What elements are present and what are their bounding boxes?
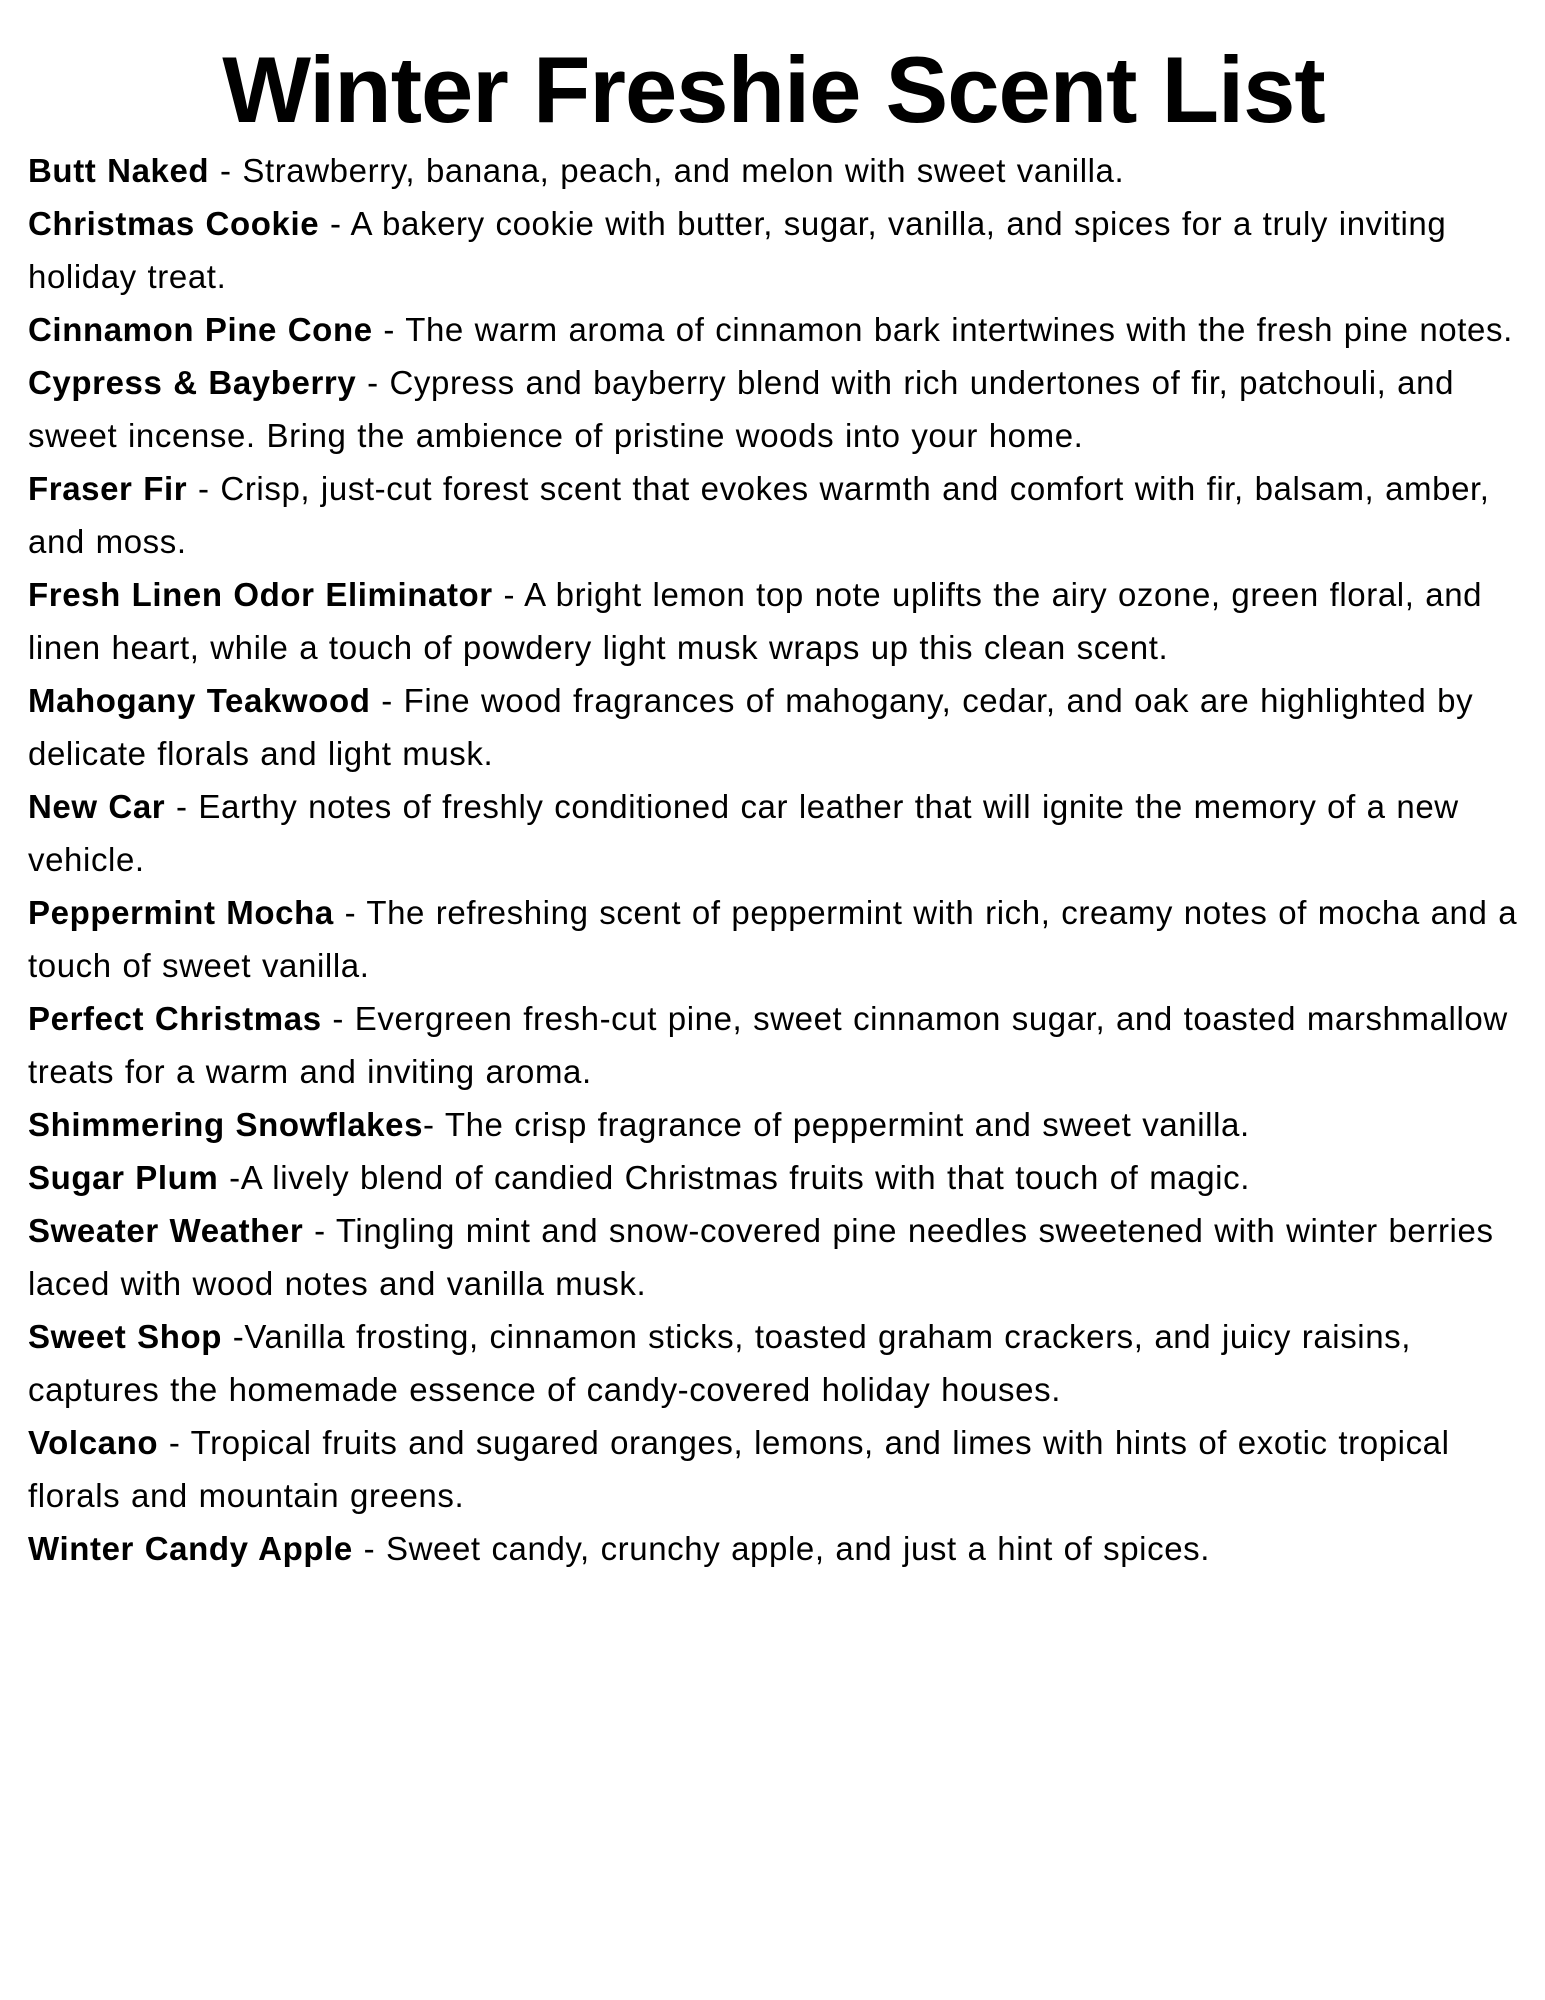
- scent-name: Peppermint Mocha: [28, 893, 334, 931]
- scent-description: The refreshing scent of peppermint with rich, creamy notes of mocha and a touch of sweet vanilla.: [28, 893, 1518, 984]
- scent-separator: -: [222, 1317, 245, 1355]
- scent-name: Sweet Shop: [28, 1317, 223, 1355]
- scent-name: Winter Candy Apple: [28, 1529, 353, 1567]
- scent-name: Sweater Weather: [28, 1211, 304, 1249]
- scent-description: Tingling mint and snow-covered pine needles sweetened with winter berries laced with wood notes and vanilla musk.: [28, 1211, 1494, 1302]
- scent-item: [28, 144, 1519, 197]
- scent-description: A bright lemon top note uplifts the airy ozone, green floral, and linen heart, while a touch of powdery light musk wraps up this clean scent.: [28, 575, 1483, 666]
- scent-name: Cinnamon Pine Cone: [28, 310, 373, 348]
- scent-item: [28, 1098, 1519, 1151]
- scent-separator: -: [423, 1105, 445, 1143]
- scent-separator: -: [303, 1211, 336, 1249]
- scent-description: Fine wood fragrances of mahogany, cedar, and oak are highlighted by delicate florals and light musk.: [28, 681, 1474, 772]
- scent-separator: -: [321, 999, 355, 1037]
- page-title: Winter Freshie Scent List: [222, 37, 1325, 142]
- scent-item: [28, 197, 1519, 303]
- scent-name: Volcano: [28, 1423, 159, 1461]
- scent-name: Butt Naked: [28, 151, 210, 189]
- scent-item: [28, 1416, 1519, 1522]
- scent-separator: -: [492, 575, 525, 613]
- scent-description: Strawberry, banana, peach, and melon with sweet vanilla.: [242, 151, 1125, 189]
- scent-item: [28, 886, 1519, 992]
- scent-separator: -: [319, 204, 351, 242]
- scent-item: [28, 1522, 1519, 1575]
- scent-separator: -: [370, 681, 404, 719]
- scent-name: Mahogany Teakwood: [28, 681, 371, 719]
- scent-name: Cypress & Bayberry: [28, 363, 357, 401]
- scent-description: Evergreen fresh-cut pine, sweet cinnamon sugar, and toasted marshmallow treats for a warm and inviting aroma.: [28, 999, 1508, 1090]
- scent-item: [28, 1151, 1519, 1204]
- scent-separator: -: [187, 469, 221, 507]
- scent-item: [28, 674, 1519, 780]
- scent-item: [28, 780, 1519, 886]
- scent-description: A bakery cookie with butter, sugar, vanilla, and spices for a truly inviting holiday treat.: [28, 204, 1447, 295]
- scent-name: Christmas Cookie: [28, 204, 320, 242]
- scent-name: Perfect Christmas: [28, 999, 322, 1037]
- scent-description: Crisp, just-cut forest scent that evokes warmth and comfort with fir, balsam, amber, and moss.: [28, 469, 1490, 560]
- scent-separator: -: [218, 1158, 241, 1196]
- scent-item: [28, 303, 1519, 356]
- scent-separator: -: [352, 1529, 386, 1567]
- scent-item: [28, 992, 1519, 1098]
- scent-name: New Car: [28, 787, 166, 825]
- scent-name: Shimmering Snowflakes: [28, 1105, 424, 1143]
- scent-separator: -: [372, 310, 406, 348]
- scent-separator: -: [209, 151, 243, 189]
- scent-separator: -: [165, 787, 199, 825]
- scent-description: Sweet candy, crunchy apple, and just a hint of spices.: [385, 1529, 1211, 1567]
- scent-description: The crisp fragrance of peppermint and sweet vanilla.: [444, 1105, 1250, 1143]
- scent-item: [28, 568, 1519, 674]
- scent-description: Earthy notes of freshly conditioned car leather that will ignite the memory of a new vehicle.: [28, 787, 1459, 878]
- scent-description: Vanilla frosting, cinnamon sticks, toasted graham crackers, and juicy raisins, captures the homemade essence of candy-covered holiday houses.: [28, 1317, 1412, 1408]
- scent-item: [28, 356, 1519, 462]
- scent-name: Fresh Linen Odor Eliminator: [28, 575, 493, 613]
- scent-item: [28, 1310, 1519, 1416]
- scent-separator: -: [158, 1423, 191, 1461]
- scent-description: The warm aroma of cinnamon bark intertwines with the fresh pine notes.: [405, 310, 1513, 348]
- scent-description: Cypress and bayberry blend with rich undertones of fir, patchouli, and sweet incense. Bring the ambience of pristine woods into your home.: [28, 363, 1455, 454]
- scent-separator: -: [333, 893, 367, 931]
- scent-description: Tropical fruits and sugared oranges, lemons, and limes with hints of exotic tropical florals and mountain greens.: [28, 1423, 1450, 1514]
- scent-item: [28, 462, 1519, 568]
- scent-item: [28, 1204, 1519, 1310]
- scent-name: Sugar Plum: [28, 1158, 219, 1196]
- scent-list: [28, 144, 1519, 1575]
- scent-separator: -: [356, 363, 390, 401]
- scent-description: A lively blend of candied Christmas fruits with that touch of magic.: [240, 1158, 1250, 1196]
- scent-name: Fraser Fir: [28, 469, 188, 507]
